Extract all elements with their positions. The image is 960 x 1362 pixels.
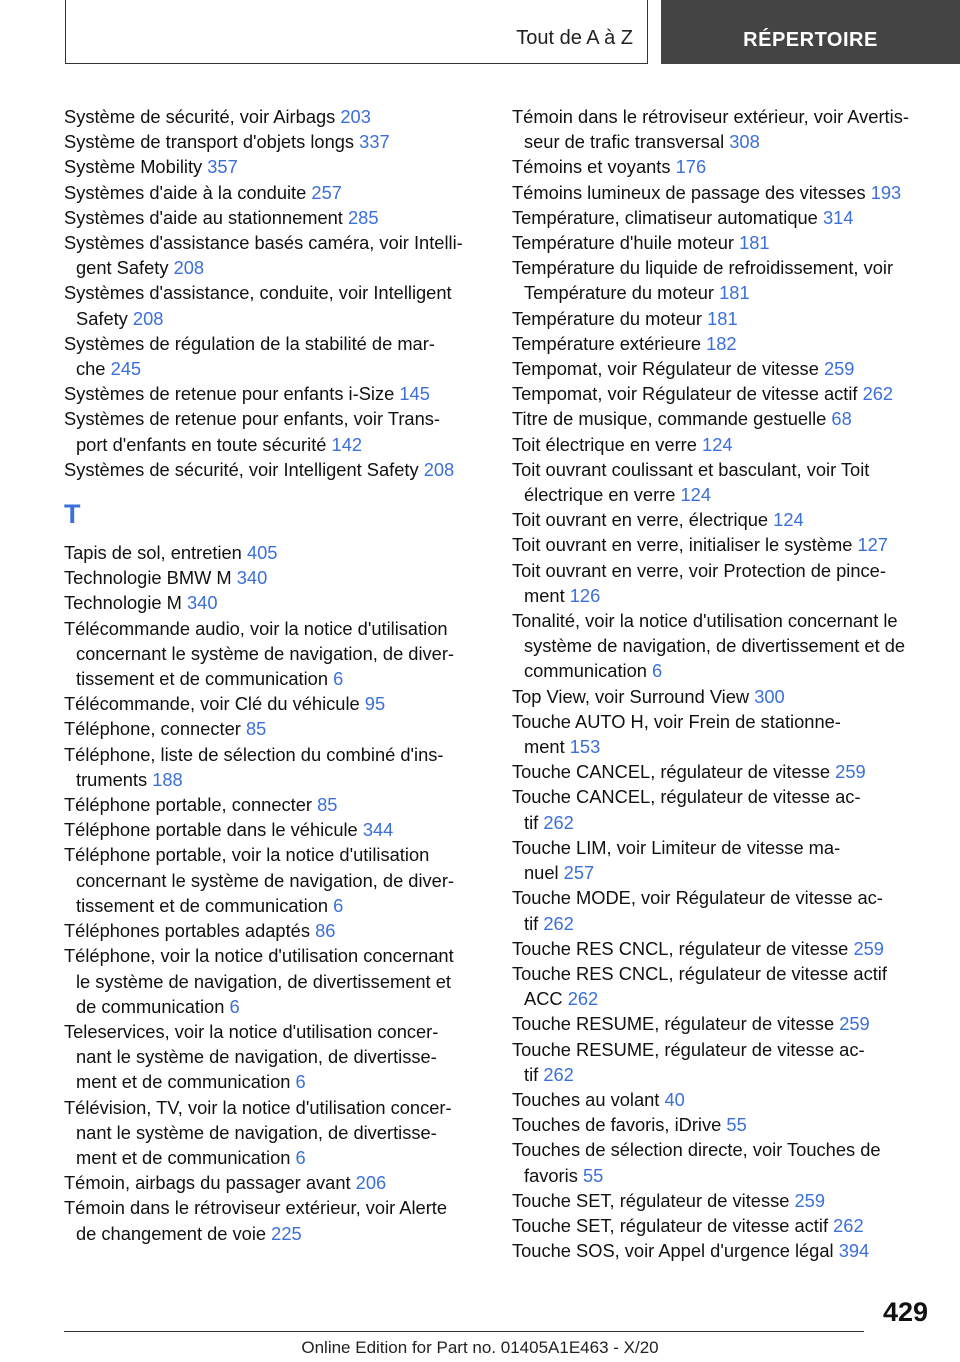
page-link[interactable]: 124	[702, 433, 733, 455]
index-entry	[64, 590, 482, 615]
entry-text: ACC	[524, 988, 563, 1010]
entry-text: Touche CANCEL, régulateur de vitesse	[512, 761, 831, 783]
index-entry	[512, 104, 932, 154]
entry-text: Touche RES CNCL, régulateur de vitesse actif	[512, 962, 887, 984]
index-entry	[64, 381, 482, 406]
index-entry	[512, 936, 932, 961]
entry-text: ment	[524, 736, 565, 758]
page-link[interactable]: 259	[823, 358, 855, 380]
page-link[interactable]: 262	[543, 1063, 574, 1085]
page-link[interactable]: 300	[754, 685, 785, 707]
section-letter: T	[64, 499, 81, 530]
entry-text: Téléphone portable dans le véhicule	[64, 819, 358, 841]
page-link[interactable]: 262	[567, 988, 599, 1010]
entry-text: nant le système de navigation, de divertisse-	[76, 1046, 437, 1068]
index-entry	[512, 205, 932, 230]
page-number: 429	[882, 1297, 928, 1327]
entry-text: tissement et de communication	[76, 668, 328, 690]
entry-text: Tapis de sol, entretien	[64, 542, 242, 564]
index-entry	[64, 230, 482, 280]
index-entry	[512, 356, 932, 381]
page-link[interactable]: 257	[563, 862, 595, 884]
entry-text: Toit ouvrant en verre, initialiser le système	[512, 534, 853, 556]
entry-text: Toit électrique en verre	[512, 433, 697, 455]
entry-text: Titre de musique, commande gestuelle	[512, 408, 827, 430]
page-link[interactable]: 188	[152, 768, 183, 790]
entry-text: Technologie BMW M	[64, 567, 232, 589]
entry-text: de communication	[76, 995, 225, 1017]
entry-text: système de navigation, de divertissement et de	[524, 635, 906, 657]
index-entry	[64, 817, 482, 842]
page-link[interactable]: 262	[543, 912, 574, 934]
entry-text: seur de trafic transversal	[524, 131, 725, 153]
page-link[interactable]: 6	[333, 668, 344, 690]
page-link[interactable]: 193	[870, 181, 902, 203]
page-link[interactable]: 262	[543, 811, 574, 833]
index-entry	[512, 1238, 932, 1263]
page-link[interactable]: 142	[331, 433, 363, 455]
index-entry	[512, 684, 932, 709]
page-link[interactable]: 55	[582, 1164, 604, 1186]
entry-text: Touche SET, régulateur de vitesse	[512, 1189, 790, 1211]
left-column	[64, 104, 482, 1246]
index-entry	[512, 306, 932, 331]
entry-text: Systèmes de sécurité, voir Intelligent Safety	[64, 458, 419, 480]
entry-text: Témoin, airbags du passager avant	[64, 1172, 351, 1194]
entry-text: Température d'huile moteur	[512, 232, 734, 254]
index-entry	[512, 709, 932, 759]
index-entry	[64, 616, 482, 692]
page-link[interactable]: 340	[236, 567, 268, 589]
page-link[interactable]: 259	[853, 937, 884, 959]
entry-text: Toit ouvrant en verre, électrique	[512, 509, 769, 531]
entry-text: le système de navigation, de divertissement et	[76, 970, 451, 992]
page-link[interactable]: 153	[569, 736, 601, 758]
page-link[interactable]: 6	[229, 995, 240, 1017]
index-entry	[512, 1112, 932, 1137]
entry-text: Témoins et voyants	[512, 156, 671, 178]
entry-text: ment	[524, 584, 565, 606]
index-entry	[512, 558, 932, 608]
entry-text: Systèmes d'aide à la conduite	[64, 181, 307, 203]
page-link[interactable]: 127	[857, 534, 888, 556]
entry-text: Touche MODE, voir Régulateur de vitesse ac-	[512, 887, 883, 909]
footer-edition: Online Edition for Part no. 01405A1E463 - X/20	[301, 1338, 659, 1357]
entry-text: Température extérieure	[512, 332, 701, 354]
page-link[interactable]: 176	[675, 156, 707, 178]
entry-text: concernant le système de navigation, de diver-	[76, 869, 455, 891]
entry-text: Système de sécurité, voir Airbags	[64, 106, 336, 127]
index-list-bottom	[64, 540, 482, 1246]
index-list-top	[64, 104, 482, 482]
entry-text: Température du moteur	[524, 282, 715, 304]
index-entry	[64, 154, 482, 179]
entry-text: Toit ouvrant coulissant et basculant, voir Toit	[512, 458, 870, 480]
entry-text: Touche AUTO H, voir Frein de stationne-	[512, 710, 841, 732]
entry-text: Touche SET, régulateur de vitesse actif	[512, 1214, 829, 1236]
header-box	[65, 0, 648, 64]
entry-text: Téléphone portable, connecter	[64, 794, 312, 816]
index-entry	[64, 104, 482, 129]
index-entry	[64, 691, 482, 716]
index-entry	[512, 759, 932, 784]
index-entry	[512, 532, 932, 557]
entry-text: Téléphone, liste de sélection du combiné d'ins-	[64, 743, 444, 765]
entry-text: Tempomat, voir Régulateur de vitesse actif	[512, 383, 858, 405]
index-entry	[512, 180, 932, 205]
page-link[interactable]: 124	[773, 509, 804, 531]
entry-text: Télécommande audio, voir la notice d'utilisation	[64, 617, 448, 639]
page-link[interactable]: 95	[364, 693, 386, 715]
index-entry	[512, 784, 932, 834]
index-list-right	[512, 104, 932, 1263]
page-link[interactable]: 6	[333, 894, 344, 916]
index-entry	[64, 129, 482, 154]
header-subtitle: Tout de A à Z	[516, 27, 633, 49]
index-entry	[64, 792, 482, 817]
right-column	[512, 104, 932, 1263]
entry-text: Tonalité, voir la notice d'utilisation concernant le	[512, 610, 898, 632]
page-link[interactable]: 208	[173, 257, 205, 279]
page-link[interactable]: 181	[719, 282, 750, 304]
entry-text: nant le système de navigation, de divertisse-	[76, 1121, 437, 1143]
page-link[interactable]: 145	[399, 383, 430, 405]
page-link[interactable]: 245	[110, 358, 142, 380]
page-link[interactable]: 6	[295, 1146, 306, 1168]
entry-text: Systèmes de régulation de la stabilité de mar-	[64, 332, 435, 354]
page-link[interactable]: 203	[340, 106, 371, 127]
entry-text: tif	[524, 912, 539, 934]
index-entry	[512, 381, 932, 406]
page-link[interactable]: 314	[822, 206, 854, 228]
entry-text: Télévision, TV, voir la notice d'utilisation concer-	[64, 1096, 452, 1118]
entry-text: Touche LIM, voir Limiteur de vitesse ma-	[512, 836, 841, 858]
page-link[interactable]: 285	[347, 206, 379, 228]
page-link[interactable]: 6	[295, 1071, 306, 1093]
entry-text: gent Safety	[76, 257, 169, 279]
page-link[interactable]: 182	[706, 332, 737, 354]
entry-text: Téléphone, voir la notice d'utilisation concernant	[64, 945, 454, 967]
footer-divider	[64, 1331, 864, 1332]
entry-text: Systèmes d'assistance basés caméra, voir Intelli-	[64, 232, 463, 254]
index-entry	[512, 457, 932, 507]
index-entry	[512, 406, 932, 431]
entry-text: Safety	[76, 307, 128, 329]
index-entry	[64, 406, 482, 456]
index-entry	[512, 1213, 932, 1238]
index-entry	[512, 1188, 932, 1213]
index-entry	[512, 255, 932, 305]
entry-text: Toit ouvrant en verre, voir Protection de pince-	[512, 559, 886, 581]
entry-text: Touche RESUME, régulateur de vitesse ac-	[512, 1038, 865, 1060]
page-link[interactable]: 337	[359, 131, 390, 153]
page-link[interactable]: 6	[652, 660, 663, 682]
entry-text: Touche RES CNCL, régulateur de vitesse	[512, 937, 849, 959]
entry-text: Touche CANCEL, régulateur de vitesse ac-	[512, 786, 861, 808]
entry-text: communication	[524, 660, 647, 682]
entry-text: ment et de communication	[76, 1146, 291, 1168]
entry-text: Téléphone, connecter	[64, 718, 241, 740]
page-link[interactable]: 225	[271, 1222, 302, 1244]
page-link[interactable]: 259	[835, 761, 866, 783]
entry-text: favoris	[524, 1164, 578, 1186]
index-entry	[512, 608, 932, 684]
entry-text: Systèmes de retenue pour enfants, voir Trans-	[64, 408, 440, 430]
page-link[interactable]: 40	[664, 1088, 685, 1110]
entry-text: électrique en verre	[524, 484, 676, 506]
entry-text: Température du liquide de refroidissement, voir	[512, 257, 894, 279]
entry-text: Système de transport d'objets longs	[64, 131, 355, 153]
page-link[interactable]: 262	[862, 383, 894, 405]
page-link[interactable]: 259	[794, 1189, 826, 1211]
entry-text: Technologie M	[64, 592, 182, 614]
entry-text: Systèmes de retenue pour enfants i-Size	[64, 383, 395, 405]
index-entry	[512, 230, 932, 255]
index-entry	[512, 1011, 932, 1036]
entry-text: tif	[524, 1063, 539, 1085]
page-link[interactable]: 357	[207, 156, 238, 178]
index-entry	[64, 742, 482, 792]
index-entry	[64, 457, 482, 482]
entry-text: de changement de voie	[76, 1222, 267, 1244]
index-entry	[512, 885, 932, 935]
entry-text: Touche SOS, voir Appel d'urgence légal	[512, 1240, 834, 1262]
index-entry	[512, 507, 932, 532]
page-link[interactable]: 206	[355, 1172, 387, 1194]
page-link[interactable]: 68	[831, 408, 852, 430]
entry-text: port d'enfants en toute sécurité	[76, 433, 327, 455]
index-entry	[512, 331, 932, 356]
page-link[interactable]: 344	[362, 819, 394, 841]
page-link[interactable]: 86	[315, 920, 336, 942]
entry-text: Témoin dans le rétroviseur extérieur, voir Alerte	[64, 1197, 448, 1219]
entry-text: Touche RESUME, régulateur de vitesse	[512, 1013, 835, 1035]
index-entry	[64, 1170, 482, 1195]
entry-text: Température du moteur	[512, 307, 703, 329]
index-entry	[64, 716, 482, 741]
index-entry	[64, 180, 482, 205]
entry-text: Touches au volant	[512, 1088, 660, 1110]
header-section-tab: RÉPERTOIRE	[661, 0, 960, 64]
page-link[interactable]: 208	[423, 458, 455, 480]
entry-text: truments	[76, 768, 148, 790]
index-entry	[64, 331, 482, 381]
page-link[interactable]: 181	[707, 307, 738, 329]
entry-text: Systèmes d'aide au stationnement	[64, 206, 343, 228]
page-link[interactable]: 208	[132, 307, 164, 329]
page-link[interactable]: 181	[739, 232, 770, 254]
index-entry	[512, 1037, 932, 1087]
entry-text: Télécommande, voir Clé du véhicule	[64, 693, 360, 715]
entry-text: Témoin dans le rétroviseur extérieur, voir Avertis-	[512, 106, 909, 127]
page-link[interactable]: 55	[726, 1114, 747, 1136]
page-link[interactable]: 259	[839, 1013, 870, 1035]
index-entry	[64, 280, 482, 330]
index-entry	[64, 540, 482, 565]
page-link[interactable]: 308	[729, 131, 760, 153]
index-entry	[64, 1195, 482, 1245]
index-entry	[512, 1087, 932, 1112]
index-entry	[64, 205, 482, 230]
index-entry	[512, 961, 932, 1011]
index-entry	[64, 565, 482, 590]
index-entry	[512, 1137, 932, 1187]
entry-text: Top View, voir Surround View	[512, 685, 750, 707]
entry-text: Système Mobility	[64, 156, 203, 178]
entry-text: tissement et de communication	[76, 894, 328, 916]
page-link[interactable]: 394	[838, 1240, 870, 1262]
page-link[interactable]: 340	[186, 592, 218, 614]
index-entry	[64, 1095, 482, 1171]
page-link[interactable]: 257	[311, 181, 342, 203]
entry-text: ment et de communication	[76, 1071, 291, 1093]
index-entry	[512, 432, 932, 457]
page-link[interactable]: 85	[245, 718, 267, 740]
entry-text: Téléphone portable, voir la notice d'utilisation	[64, 844, 430, 866]
page-link[interactable]: 85	[317, 794, 338, 816]
entry-text: Tempomat, voir Régulateur de vitesse	[512, 358, 819, 380]
entry-text: che	[76, 358, 106, 380]
entry-text: Température, climatiseur automatique	[512, 206, 818, 228]
entry-text: nuel	[524, 862, 559, 884]
entry-text: Téléphones portables adaptés	[64, 920, 310, 942]
entry-text: Témoins lumineux de passage des vitesses	[512, 181, 866, 203]
entry-text: tif	[524, 811, 539, 833]
page-link[interactable]: 405	[246, 542, 278, 564]
index-entry	[512, 154, 932, 179]
page-link[interactable]: 262	[833, 1214, 864, 1236]
index-entry	[64, 918, 482, 943]
entry-text: Touches de favoris, iDrive	[512, 1114, 722, 1136]
entry-text: concernant le système de navigation, de diver-	[76, 642, 455, 664]
page-link[interactable]: 126	[569, 584, 601, 606]
entry-text: Touches de sélection directe, voir Touches de	[512, 1139, 881, 1161]
index-entry	[512, 835, 932, 885]
page-link[interactable]: 124	[680, 484, 712, 506]
index-entry	[64, 842, 482, 918]
entry-text: Systèmes d'assistance, conduite, voir Intelligent	[64, 282, 452, 304]
index-entry	[64, 943, 482, 1019]
index-entry	[64, 1019, 482, 1095]
entry-text: Teleservices, voir la notice d'utilisation concer-	[64, 1020, 439, 1042]
